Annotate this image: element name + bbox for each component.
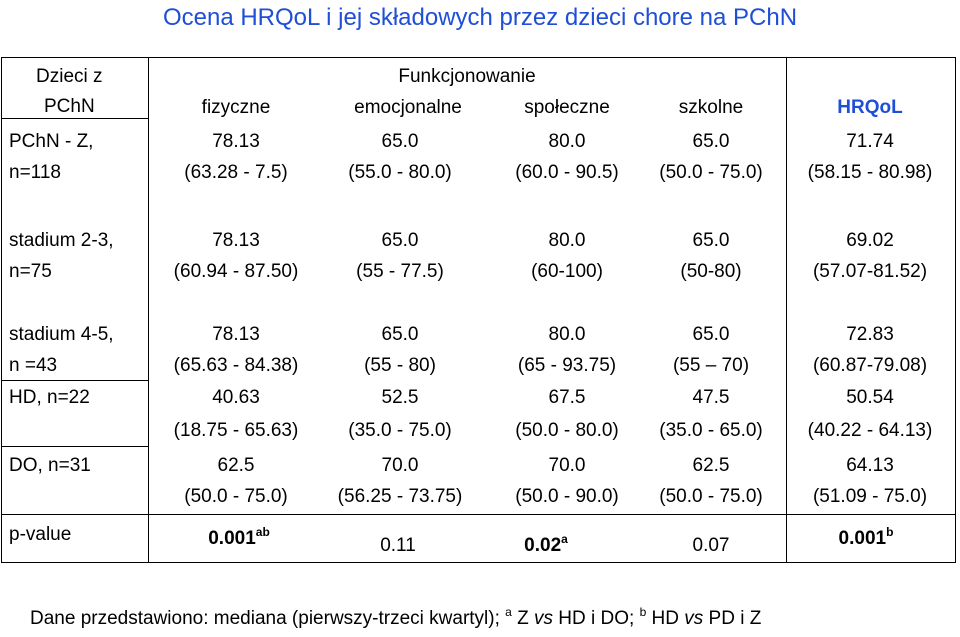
- col-divider: [786, 58, 787, 562]
- cell-iqr: (55 - 77.5): [356, 261, 444, 282]
- cell-median: 62.5: [692, 455, 730, 476]
- cell-median: 65.0: [381, 230, 419, 251]
- cell-median: 78.13: [212, 230, 260, 251]
- cell-iqr: (51.09 - 75.0): [812, 486, 928, 507]
- row-divider: [2, 380, 148, 381]
- cell-iqr: (60.87-79.08): [812, 355, 928, 376]
- cell-median: 70.0: [548, 455, 586, 476]
- header-group-line1: Dzieci z: [36, 66, 103, 87]
- cell-iqr: (55 – 70): [672, 355, 750, 376]
- row-divider: [2, 118, 148, 119]
- pvalue-emocjonalne: 0.11: [380, 535, 416, 556]
- cell-median: 47.5: [692, 387, 730, 408]
- cell-median: 65.0: [381, 324, 419, 345]
- footnote: Dane przedstawiono: mediana (pierwszy-trzeci kwartyl); $^a$ Z vs HD i DO; $^b$ HD vs PD i Z: [30, 605, 762, 629]
- cell-iqr: (55 - 80): [364, 355, 436, 376]
- cell-median: 69.02: [846, 230, 894, 251]
- header-szkolne: szkolne: [678, 97, 744, 118]
- cell-iqr: (35.0 - 65.0): [659, 420, 763, 441]
- cell-median: 78.13: [212, 131, 260, 152]
- cell-median: 52.5: [381, 387, 419, 408]
- cell-iqr: (50.0 - 75.0): [659, 486, 763, 507]
- pvalue-hrqol: 0.001$^b$: [838, 525, 894, 549]
- cell-iqr: (50-80): [680, 261, 742, 282]
- row-label: n =43: [9, 355, 58, 376]
- row-label: stadium 4-5,: [9, 324, 114, 345]
- cell-iqr: (50.0 - 75.0): [184, 486, 288, 507]
- cell-median: 78.13: [212, 324, 260, 345]
- pvalue-spoleczne: 0.02$^a$: [524, 532, 568, 556]
- cell-median: 71.74: [846, 131, 894, 152]
- cell-iqr: (50.0 - 75.0): [659, 162, 763, 183]
- cell-median: 72.83: [846, 324, 894, 345]
- cell-median: 80.0: [548, 131, 586, 152]
- row-label: stadium 2-3,: [9, 230, 114, 251]
- cell-median: 80.0: [548, 230, 586, 251]
- header-emocjonalne: emocjonalne: [354, 97, 462, 118]
- header-functioning: Funkcjonowanie: [398, 66, 536, 87]
- header-fizyczne: fizyczne: [201, 97, 271, 118]
- cell-iqr: (65.63 - 84.38): [173, 355, 299, 376]
- row-label: DO, n=31: [9, 455, 91, 476]
- cell-median: 70.0: [381, 455, 419, 476]
- cell-iqr: (58.15 - 80.98): [807, 162, 933, 183]
- cell-iqr: (55.0 - 80.0): [348, 162, 452, 183]
- pvalue-label: p-value: [9, 524, 72, 545]
- cell-iqr: (50.0 - 90.0): [515, 486, 619, 507]
- cell-iqr: (35.0 - 75.0): [348, 420, 452, 441]
- cell-median: 64.13: [846, 455, 894, 476]
- cell-median: 62.5: [217, 455, 255, 476]
- cell-iqr: (56.25 - 73.75): [337, 486, 463, 507]
- cell-median: 65.0: [692, 324, 730, 345]
- slide-title: Ocena HRQoL i jej składowych przez dzieci chore na PChN: [162, 4, 798, 31]
- header-hrqol: HRQoL: [837, 97, 903, 118]
- cell-iqr: (50.0 - 80.0): [515, 420, 619, 441]
- cell-median: 50.54: [846, 387, 894, 408]
- results-table: [1, 57, 956, 563]
- cell-iqr: (63.28 - 7.5): [184, 162, 288, 183]
- cell-iqr: (60.94 - 87.50): [173, 261, 299, 282]
- cell-iqr: (60.0 - 90.5): [515, 162, 619, 183]
- row-divider: [2, 514, 955, 515]
- col-divider: [148, 58, 149, 562]
- row-label: n=118: [9, 162, 61, 183]
- cell-median: 65.0: [381, 131, 419, 152]
- cell-iqr: (65 - 93.75): [517, 355, 617, 376]
- pvalue-szkolne: 0.07: [692, 535, 730, 556]
- cell-median: 80.0: [548, 324, 586, 345]
- row-divider: [2, 446, 148, 447]
- row-label: n=75: [9, 261, 52, 282]
- row-label: HD, n=22: [9, 387, 90, 408]
- cell-median: 65.0: [692, 131, 730, 152]
- cell-median: 40.63: [212, 387, 260, 408]
- pvalue-fizyczne: 0.001$^{ab}$: [208, 525, 270, 549]
- cell-median: 65.0: [692, 230, 730, 251]
- row-label: PChN - Z,: [9, 131, 94, 152]
- cell-iqr: (18.75 - 65.63): [173, 420, 299, 441]
- header-group-line2: PChN: [44, 96, 95, 117]
- header-spoleczne: społeczne: [524, 97, 610, 118]
- cell-iqr: (60-100): [531, 261, 603, 282]
- cell-iqr: (40.22 - 64.13): [807, 420, 933, 441]
- cell-iqr: (57.07-81.52): [812, 261, 928, 282]
- cell-median: 67.5: [548, 387, 586, 408]
